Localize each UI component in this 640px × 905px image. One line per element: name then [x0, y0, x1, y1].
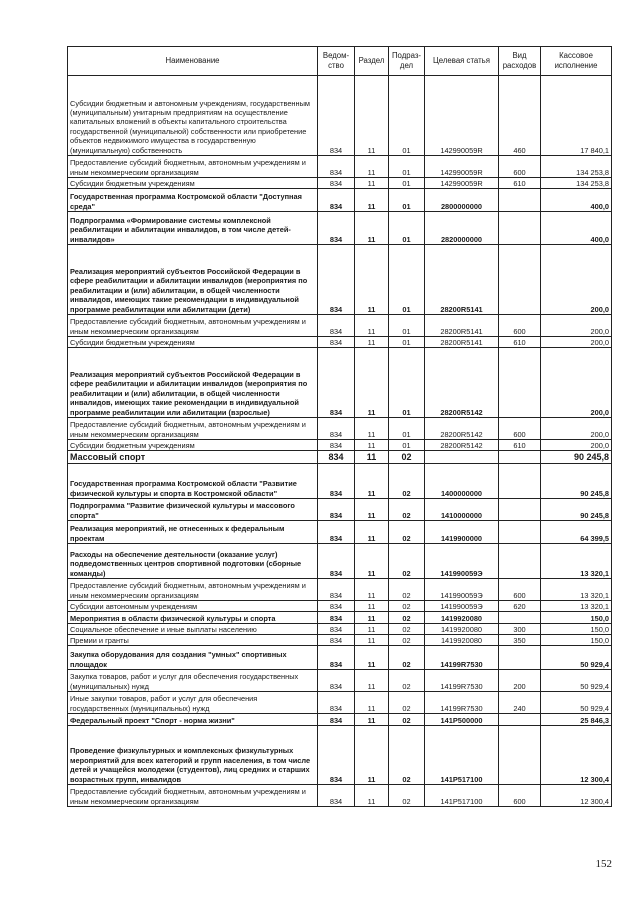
cell-expense-type — [499, 612, 541, 624]
cell-razdel: 11 — [355, 624, 389, 635]
cell-razdel: 11 — [355, 245, 389, 315]
cell-cash-execution: 150,0 — [541, 635, 612, 646]
cell-razdel: 11 — [355, 418, 389, 440]
cell-target-article: 28200R5141 — [425, 315, 499, 337]
table-row — [68, 612, 612, 624]
cell-podrazdel: 01 — [389, 189, 425, 212]
table-row — [68, 337, 612, 348]
cell-target-article: 1410000000 — [425, 499, 499, 521]
cell-podrazdel: 02 — [389, 612, 425, 624]
table-row — [68, 464, 612, 499]
cell-podrazdel: 01 — [389, 418, 425, 440]
cell-target-article: 142990059R — [425, 156, 499, 178]
cell-vedom: 834 — [318, 612, 355, 624]
table-row — [68, 212, 612, 245]
cell-name: Предоставление субсидий бюджетным, автономным учреждениям и иным некоммерческим организациям — [68, 156, 318, 178]
cell-cash-execution: 12 300,4 — [541, 726, 612, 785]
cell-vedom: 834 — [318, 451, 355, 464]
cell-expense-type — [499, 464, 541, 499]
cell-name: Субсидии бюджетным учреждениям — [68, 178, 318, 189]
cell-vedom: 834 — [318, 499, 355, 521]
table-header-row — [68, 47, 612, 76]
cell-cash-execution: 200,0 — [541, 348, 612, 418]
cell-vedom: 834 — [318, 521, 355, 544]
cell-podrazdel: 02 — [389, 785, 425, 807]
cell-podrazdel: 01 — [389, 178, 425, 189]
header-vedom: Ведом-ство — [318, 47, 355, 76]
cell-podrazdel: 02 — [389, 646, 425, 670]
cell-expense-type — [499, 189, 541, 212]
table-row — [68, 714, 612, 726]
cell-cash-execution: 12 300,4 — [541, 785, 612, 807]
header-expense-type: Вид расходов — [499, 47, 541, 76]
cell-name: Реализация мероприятий субъектов Российской Федерации в сфере реабилитации и абилитации инвалидов (мероприятия по реабилитации и (или) абилитации, в общей численности инвалидов, имеющих такие рекомендации в индивидуальной программе реабилитации или абилитации (взрослые) — [68, 348, 318, 418]
cell-name: Премии и гранты — [68, 635, 318, 646]
cell-expense-type — [499, 212, 541, 245]
cell-expense-type: 300 — [499, 624, 541, 635]
cell-expense-type: 350 — [499, 635, 541, 646]
cell-name: Подпрограмма «Формирование системы комплексной реабилитации и абилитации инвалидов, в том числе детей-инвалидов» — [68, 212, 318, 245]
cell-name: Субсидии бюджетным учреждениям — [68, 337, 318, 348]
table-row — [68, 635, 612, 646]
cell-vedom: 834 — [318, 440, 355, 451]
budget-table — [67, 46, 612, 807]
header-podrazdel: Подраз-дел — [389, 47, 425, 76]
cell-podrazdel: 02 — [389, 670, 425, 692]
cell-cash-execution: 134 253,8 — [541, 156, 612, 178]
cell-razdel: 11 — [355, 499, 389, 521]
cell-cash-execution: 200,0 — [541, 440, 612, 451]
cell-name: Предоставление субсидий бюджетным, автономным учреждениям и иным некоммерческим организациям — [68, 418, 318, 440]
header-target-article: Целевая статья — [425, 47, 499, 76]
cell-razdel: 11 — [355, 692, 389, 714]
cell-name: Государственная программа Костромской области "Развитие физической культуры и спорта в Костромской области" — [68, 464, 318, 499]
cell-cash-execution: 200,0 — [541, 418, 612, 440]
cell-vedom: 834 — [318, 692, 355, 714]
cell-cash-execution: 25 846,3 — [541, 714, 612, 726]
table-row — [68, 521, 612, 544]
table-row — [68, 189, 612, 212]
cell-podrazdel: 02 — [389, 544, 425, 579]
cell-expense-type: 600 — [499, 156, 541, 178]
cell-name: Предоставление субсидий бюджетным, автономным учреждениям и иным некоммерческим организациям — [68, 785, 318, 807]
cell-expense-type: 610 — [499, 337, 541, 348]
cell-razdel: 11 — [355, 785, 389, 807]
table-row — [68, 646, 612, 670]
cell-cash-execution: 90 245,8 — [541, 464, 612, 499]
cell-name: Реализация мероприятий субъектов Российской Федерации в сфере реабилитации и абилитации инвалидов (мероприятия по реабилитации и (или) абилитации, в общей численности инвалидов, имеющих такие рекомендации в индивидуальной программе реабилитации или абилитации (дети) — [68, 245, 318, 315]
cell-vedom: 834 — [318, 156, 355, 178]
cell-expense-type: 460 — [499, 76, 541, 156]
table-row — [68, 178, 612, 189]
cell-vedom: 834 — [318, 726, 355, 785]
cell-expense-type — [499, 646, 541, 670]
cell-target-article: 28200R5142 — [425, 440, 499, 451]
cell-cash-execution: 134 253,8 — [541, 178, 612, 189]
cell-podrazdel: 02 — [389, 521, 425, 544]
cell-vedom: 834 — [318, 189, 355, 212]
cell-name: Предоставление субсидий бюджетным, автономным учреждениям и иным некоммерческим организациям — [68, 315, 318, 337]
cell-expense-type: 200 — [499, 670, 541, 692]
cell-target-article — [425, 451, 499, 464]
header-razdel: Раздел — [355, 47, 389, 76]
cell-target-article: 142990059R — [425, 178, 499, 189]
cell-podrazdel: 01 — [389, 76, 425, 156]
cell-target-article: 28200R5142 — [425, 348, 499, 418]
cell-target-article: 141P517100 — [425, 785, 499, 807]
cell-vedom: 834 — [318, 646, 355, 670]
cell-vedom: 834 — [318, 315, 355, 337]
table-row — [68, 156, 612, 178]
cell-cash-execution: 200,0 — [541, 245, 612, 315]
cell-cash-execution: 90 245,8 — [541, 451, 612, 464]
cell-name: Государственная программа Костромской области "Доступная среда" — [68, 189, 318, 212]
cell-razdel: 11 — [355, 156, 389, 178]
cell-podrazdel: 02 — [389, 635, 425, 646]
cell-expense-type: 240 — [499, 692, 541, 714]
cell-vedom: 834 — [318, 635, 355, 646]
cell-name: Закупка оборудования для создания "умных" спортивных площадок — [68, 646, 318, 670]
cell-expense-type — [499, 451, 541, 464]
cell-cash-execution: 13 320,1 — [541, 579, 612, 601]
cell-target-article: 141990059Э — [425, 579, 499, 601]
cell-vedom: 834 — [318, 601, 355, 612]
cell-target-article: 2800000000 — [425, 189, 499, 212]
cell-cash-execution: 150,0 — [541, 624, 612, 635]
table-row — [68, 440, 612, 451]
cell-razdel: 11 — [355, 544, 389, 579]
cell-cash-execution: 64 399,5 — [541, 521, 612, 544]
cell-cash-execution: 50 929,4 — [541, 646, 612, 670]
table-row — [68, 692, 612, 714]
cell-cash-execution: 17 840,1 — [541, 76, 612, 156]
cell-podrazdel: 01 — [389, 337, 425, 348]
cell-razdel: 11 — [355, 464, 389, 499]
cell-vedom: 834 — [318, 670, 355, 692]
cell-name: Реализация мероприятий, не отнесенных к федеральным проектам — [68, 521, 318, 544]
cell-target-article: 1419920080 — [425, 635, 499, 646]
cell-expense-type: 620 — [499, 601, 541, 612]
cell-vedom: 834 — [318, 624, 355, 635]
cell-target-article: 1419920080 — [425, 624, 499, 635]
table-row — [68, 418, 612, 440]
cell-name: Субсидии бюджетным и автономным учреждениям, государственным (муниципальным) унитарным предприятиям на осуществление капитальных вложений в объекты капитального строительства государственной (муниципальной) собственности или приобретение объектов недвижимого имущества в государственную (муниципальную) собственность — [68, 76, 318, 156]
cell-target-article: 28200R5142 — [425, 418, 499, 440]
cell-podrazdel: 01 — [389, 156, 425, 178]
cell-vedom: 834 — [318, 337, 355, 348]
cell-cash-execution: 50 929,4 — [541, 692, 612, 714]
cell-target-article: 14199R7530 — [425, 646, 499, 670]
cell-cash-execution: 150,0 — [541, 612, 612, 624]
table-row — [68, 726, 612, 785]
cell-cash-execution: 13 320,1 — [541, 544, 612, 579]
cell-expense-type — [499, 348, 541, 418]
table-row — [68, 624, 612, 635]
cell-target-article: 1400000000 — [425, 464, 499, 499]
cell-vedom: 834 — [318, 714, 355, 726]
table-row — [68, 499, 612, 521]
cell-target-article: 2820000000 — [425, 212, 499, 245]
cell-vedom: 834 — [318, 785, 355, 807]
cell-vedom: 834 — [318, 348, 355, 418]
cell-vedom: 834 — [318, 245, 355, 315]
cell-vedom: 834 — [318, 579, 355, 601]
table-row — [68, 315, 612, 337]
cell-expense-type — [499, 245, 541, 315]
cell-podrazdel: 02 — [389, 464, 425, 499]
table-body — [68, 76, 612, 807]
cell-razdel: 11 — [355, 579, 389, 601]
cell-expense-type: 610 — [499, 440, 541, 451]
cell-vedom: 834 — [318, 418, 355, 440]
cell-name: Мероприятия в области физической культуры и спорта — [68, 612, 318, 624]
cell-target-article: 141P517100 — [425, 726, 499, 785]
cell-podrazdel: 02 — [389, 601, 425, 612]
cell-cash-execution: 200,0 — [541, 337, 612, 348]
cell-name: Федеральный проект "Спорт - норма жизни" — [68, 714, 318, 726]
cell-expense-type — [499, 726, 541, 785]
header-cash-execution: Кассовое исполнение — [541, 47, 612, 76]
cell-razdel: 11 — [355, 189, 389, 212]
cell-cash-execution: 200,0 — [541, 315, 612, 337]
cell-podrazdel: 01 — [389, 440, 425, 451]
cell-expense-type: 600 — [499, 418, 541, 440]
cell-razdel: 11 — [355, 451, 389, 464]
cell-target-article: 141P500000 — [425, 714, 499, 726]
cell-podrazdel: 02 — [389, 692, 425, 714]
table-row — [68, 348, 612, 418]
cell-expense-type: 610 — [499, 178, 541, 189]
table-row — [68, 601, 612, 612]
cell-name: Проведение физкультурных и комплексных физкультурных мероприятий для всех категорий и групп населения, в том числе детей и учащейся молодежи (студентов), лиц средних и старших возрастных групп, инвалидов — [68, 726, 318, 785]
cell-target-article: 142990059R — [425, 76, 499, 156]
cell-razdel: 11 — [355, 440, 389, 451]
cell-razdel: 11 — [355, 726, 389, 785]
cell-cash-execution: 13 320,1 — [541, 601, 612, 612]
cell-expense-type: 600 — [499, 315, 541, 337]
cell-podrazdel: 01 — [389, 212, 425, 245]
table-row — [68, 76, 612, 156]
cell-target-article: 28200R5141 — [425, 245, 499, 315]
cell-razdel: 11 — [355, 646, 389, 670]
cell-name: Подпрограмма "Развитие физической культуры и массового спорта" — [68, 499, 318, 521]
cell-cash-execution: 400,0 — [541, 212, 612, 245]
cell-razdel: 11 — [355, 714, 389, 726]
table-row — [68, 245, 612, 315]
cell-target-article: 14199R7530 — [425, 670, 499, 692]
cell-target-article: 1419920080 — [425, 612, 499, 624]
cell-target-article: 1419900000 — [425, 521, 499, 544]
cell-expense-type — [499, 521, 541, 544]
cell-podrazdel: 02 — [389, 726, 425, 785]
cell-razdel: 11 — [355, 670, 389, 692]
cell-podrazdel: 02 — [389, 499, 425, 521]
cell-podrazdel: 01 — [389, 245, 425, 315]
table-row — [68, 670, 612, 692]
cell-podrazdel: 02 — [389, 451, 425, 464]
cell-cash-execution: 90 245,8 — [541, 499, 612, 521]
cell-expense-type — [499, 714, 541, 726]
cell-target-article: 14199R7530 — [425, 692, 499, 714]
cell-podrazdel: 02 — [389, 624, 425, 635]
cell-target-article: 141990059Э — [425, 544, 499, 579]
cell-razdel: 11 — [355, 601, 389, 612]
cell-expense-type — [499, 544, 541, 579]
cell-vedom: 834 — [318, 178, 355, 189]
cell-name: Субсидии автономным учреждениям — [68, 601, 318, 612]
cell-vedom: 834 — [318, 76, 355, 156]
cell-razdel: 11 — [355, 521, 389, 544]
cell-cash-execution: 50 929,4 — [541, 670, 612, 692]
cell-expense-type: 600 — [499, 579, 541, 601]
table-row — [68, 579, 612, 601]
cell-razdel: 11 — [355, 348, 389, 418]
cell-name: Социальное обеспечение и иные выплаты населению — [68, 624, 318, 635]
cell-target-article: 28200R5141 — [425, 337, 499, 348]
table-row — [68, 785, 612, 807]
cell-name: Закупка товаров, работ и услуг для обеспечения государственных (муниципальных) нужд — [68, 670, 318, 692]
cell-target-article: 141990059Э — [425, 601, 499, 612]
cell-vedom: 834 — [318, 212, 355, 245]
cell-vedom: 834 — [318, 544, 355, 579]
cell-name: Массовый спорт — [68, 451, 318, 464]
cell-razdel: 11 — [355, 612, 389, 624]
cell-cash-execution: 400,0 — [541, 189, 612, 212]
cell-razdel: 11 — [355, 178, 389, 189]
cell-razdel: 11 — [355, 337, 389, 348]
cell-razdel: 11 — [355, 212, 389, 245]
cell-name: Иные закупки товаров, работ и услуг для обеспечения государственных (муниципальных) нужд — [68, 692, 318, 714]
cell-name: Предоставление субсидий бюджетным, автономным учреждениям и иным некоммерческим организациям — [68, 579, 318, 601]
table-row — [68, 544, 612, 579]
cell-expense-type — [499, 499, 541, 521]
cell-razdel: 11 — [355, 635, 389, 646]
cell-vedom: 834 — [318, 464, 355, 499]
table-row — [68, 451, 612, 464]
header-name: Наименование — [68, 47, 318, 76]
page-number: 152 — [595, 858, 612, 870]
cell-podrazdel: 01 — [389, 348, 425, 418]
cell-podrazdel: 02 — [389, 714, 425, 726]
cell-podrazdel: 01 — [389, 315, 425, 337]
cell-name: Расходы на обеспечение деятельности (оказание услуг) подведомственных центров спортивной подготовки (сборные команды) — [68, 544, 318, 579]
cell-expense-type: 600 — [499, 785, 541, 807]
cell-razdel: 11 — [355, 315, 389, 337]
cell-razdel: 11 — [355, 76, 389, 156]
cell-name: Субсидии бюджетным учреждениям — [68, 440, 318, 451]
cell-podrazdel: 02 — [389, 579, 425, 601]
